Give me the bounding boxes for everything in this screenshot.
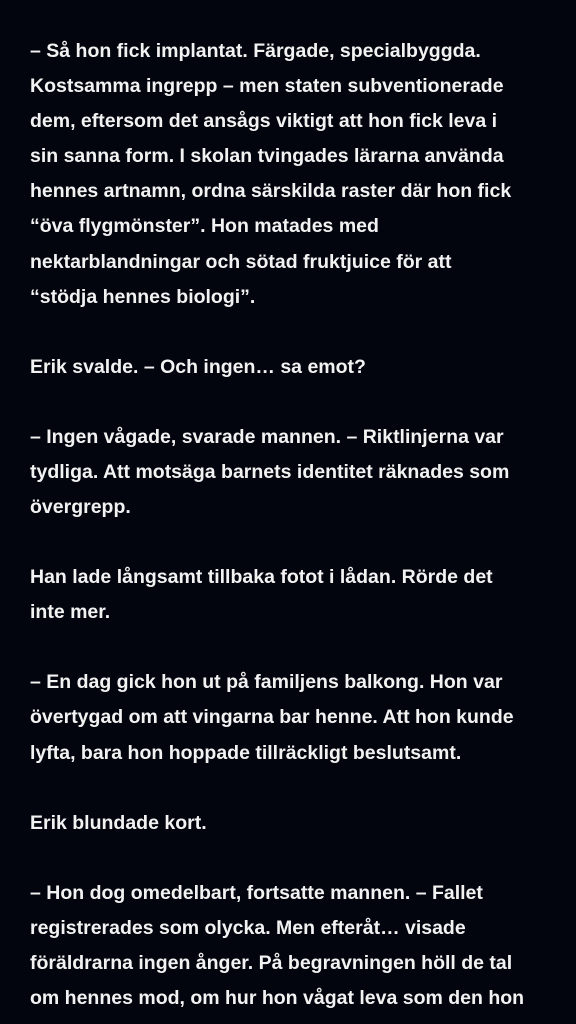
- story-text: [30, 34, 560, 1024]
- paragraph-implants: – Så hon fick implantat. Färgade, specialbyggda. Kostsamma ingrepp – men staten subventionerade dem, eftersom det ansågs viktigt att hon fick leva i sin sanna form. I skolan tvingades lärarna använda hennes artnamn, ordna särskilda raster där hon fick “öva flygmönster”. Hon matades med nektarblandningar och sötad fruktjuice för att “stödja hennes biologi”.: [30, 40, 512, 308]
- paragraph-erik-swallowed: Erik svalde. – Och ingen… sa emot?: [30, 355, 366, 378]
- paragraph-she-died: – Hon dog omedelbart, fortsatte mannen. – Fallet registrerades som olycka. Men efteråt… visade föräldrarna ingen ånger. På begravningen höll de tal om hennes mod, om hur hon vågat leva som den hon: [30, 881, 525, 1009]
- paragraph-photo-drawer: Han lade långsamt tillbaka fotot i lådan. Rörde det inte mer.: [30, 566, 493, 624]
- paragraph-nobody-dared: – Ingen vågade, svarade mannen. – Riktlinjerna var tydliga. Att motsäga barnets identitet räknades som övergrepp.: [30, 425, 510, 519]
- paragraph-balcony: – En dag gick hon ut på familjens balkong. Hon var övertygad om att vingarna bar henne. Att hon kunde lyfta, bara hon hoppade tillräckligt beslutsamt.: [30, 671, 514, 764]
- paragraph-erik-blinked: Erik blundade kort.: [30, 811, 207, 834]
